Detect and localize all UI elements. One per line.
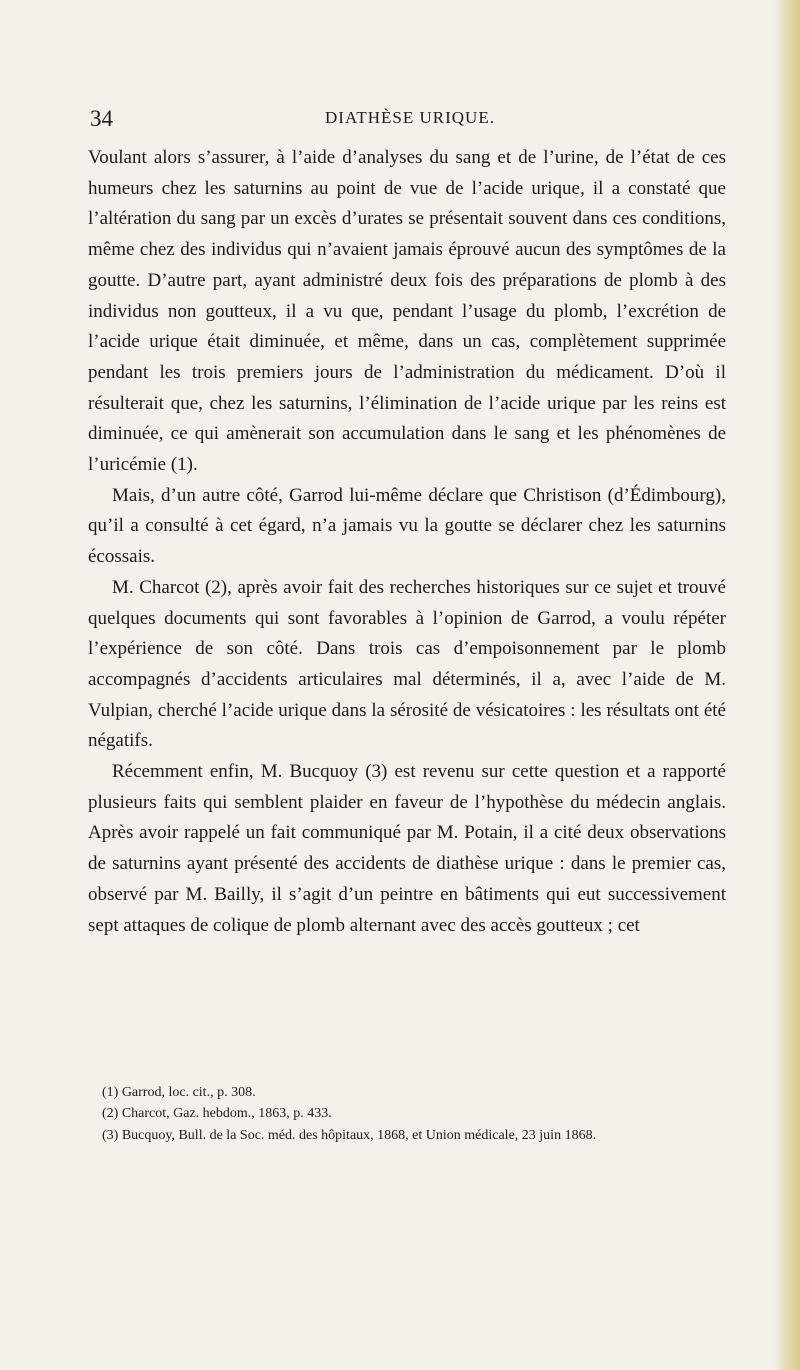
body-text: [88, 143, 726, 941]
page-header: [90, 106, 730, 136]
footnote: (3) Bucquoy, Bull. de la Soc. méd. des hôpitaux, 1868, et Union médicale, 23 juin 1868.: [102, 1127, 597, 1143]
page-edge: [774, 0, 800, 1370]
paragraph: Mais, d’un autre côté, Garrod lui-même déclare que Christison (d’Édimbourg), qu’il a consulté à cet égard, n’a jamais vu la goutte se déclarer chez les saturnins écossais.: [88, 484, 726, 568]
footnotes: [102, 1082, 728, 1146]
running-title: DIATHÈSE URIQUE.: [325, 108, 495, 127]
paragraph: Voulant alors s’assurer, à l’aide d’analyses du sang et de l’urine, de l’état de ces humeurs chez les saturnins au point de vue de l’acide urique, il a constaté que l’altération du sang par un excès d’urates se présentait souvent dans ces conditions, même chez des individus qui n’avaient jamais éprouvé aucun des symptômes de la goutte. D’autre part, ayant administré deux fois des préparations de plomb à des individus non goutteux, il a vu que, pendant l’usage du plomb, l’excrétion de l’acide urique était diminuée, et même, dans un cas, complètement supprimée pendant les trois premiers jours de l’administration du médicament. D’où il résulterait que, chez les saturnins, l’élimination de l’acide urique par les reins est diminuée, ce qui amènerait son accumulation dans le sang et les phénomènes de l’uricémie (1).: [88, 147, 726, 476]
footnote: (1) Garrod, loc. cit., p. 308.: [102, 1085, 256, 1100]
paragraph: Récemment enfin, M. Bucquoy (3) est revenu sur cette question et a rapporté plusieurs faits qui semblent plaider en faveur de l’hypothèse du médecin anglais. Après avoir rappelé un fait communiqué par M. Potain, il a cité deux observations de saturnins ayant présenté des accidents de diathèse urique : dans le premier cas, observé par M. Bailly, il s’agit d’un peintre en bâtiments qui eut successivement sept attaques de colique de plomb alternant avec des accès goutteux ; cet: [88, 761, 726, 936]
page-number: 34: [90, 106, 113, 131]
footnote: (2) Charcot, Gaz. hebdom., 1863, p. 433.: [102, 1106, 332, 1122]
paragraph: M. Charcot (2), après avoir fait des recherches historiques sur ce sujet et trouvé quelques documents qui sont favorables à l’opinion de Garrod, a voulu répéter l’expérience de son côté. Dans trois cas d’empoisonnement par le plomb accompagnés d’accidents articulaires mal déterminés, il a, avec l’aide de M. Vulpian, cherché l’acide urique dans la sérosité de vésicatoires : les résultats ont été négatifs.: [88, 576, 726, 752]
